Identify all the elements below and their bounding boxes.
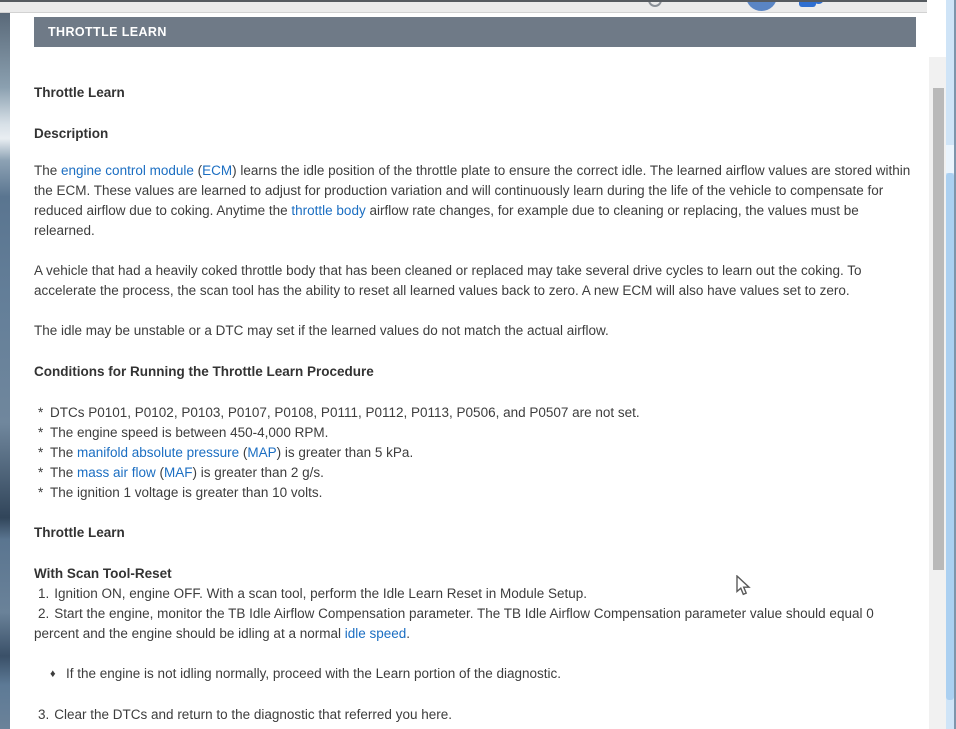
list-item xyxy=(34,423,916,443)
text-segment: The xyxy=(50,445,78,460)
bullet-marker: * xyxy=(38,465,44,480)
section-header-title: THROTTLE LEARN xyxy=(48,25,167,39)
browser-scrollbar-gap xyxy=(946,145,954,173)
list-item xyxy=(34,483,916,503)
bullet-marker: * xyxy=(38,445,44,460)
document-scrollbar-thumb[interactable] xyxy=(933,88,944,570)
procedure-heading: Throttle Learn xyxy=(34,525,125,540)
bullet-marker: * xyxy=(38,425,44,440)
text-segment: The engine speed is between 450-4,000 RPM. xyxy=(50,425,329,440)
list-item-text xyxy=(50,423,328,443)
doc-link[interactable]: throttle body xyxy=(291,203,366,218)
doc-link[interactable]: mass air flow xyxy=(77,465,156,480)
description-paragraph-1 xyxy=(34,161,916,241)
mouse-cursor xyxy=(736,575,752,597)
step-number: 1. xyxy=(38,586,50,601)
doc-link[interactable]: MAF xyxy=(164,465,193,480)
procedure-step xyxy=(34,604,916,644)
list-item-text xyxy=(50,403,640,423)
text-segment: . xyxy=(406,626,411,641)
text-segment: airflow rate changes, for example due to cleaning or replacing, the values must be relearned. xyxy=(34,203,859,238)
description-paragraph-3: The idle may be unstable or a DTC may set if the learned values do not match the actual airflow. xyxy=(34,323,609,338)
text-segment: ( xyxy=(239,445,248,460)
scan-tool-heading: With Scan Tool-Reset xyxy=(34,566,172,581)
browser-toolbar xyxy=(0,0,927,13)
text-segment: ) is greater than 2 g/s. xyxy=(192,465,324,480)
doc-title: Throttle Learn xyxy=(34,85,125,100)
bullet-marker: * xyxy=(38,405,44,420)
list-item xyxy=(34,443,916,463)
text-segment: Start the engine, monitor the TB Idle Airflow Compensation parameter. The TB Idle Airflow Compensation parameter value should equal 0 percent and the engine should be idling at a normal xyxy=(34,606,874,641)
list-item-text xyxy=(50,463,324,483)
text-segment: ( xyxy=(193,163,203,178)
doc-link[interactable]: idle speed xyxy=(344,626,407,641)
step-number: 3. xyxy=(38,707,50,722)
list-item xyxy=(34,463,916,483)
text-segment: ) learns the idle position of the throttle plate to ensure the correct idle. The learned airflow values are stored within the ECM. These values are learned to adjust for production variation and will continuously learn during the life of the vehicle to compensate for reduced airflow due to coking. Anytime the xyxy=(34,163,911,218)
conditions-heading: Conditions for Running the Throttle Learn Procedure xyxy=(34,364,374,379)
section-header xyxy=(34,17,916,47)
list-item xyxy=(34,403,916,423)
conditions-list xyxy=(34,403,916,503)
text-segment: The ignition 1 voltage is greater than 10 volts. xyxy=(50,485,323,500)
description-paragraph-2: A vehicle that had a heavily coked throttle body that has been cleaned or replaced may take several drive cycles to learn out the coking. To accelerate the process, the scan tool has the ability to reset all learned values back to zero. A new ECM will also have values set to zero. xyxy=(34,263,862,298)
text-segment: The xyxy=(34,163,62,178)
print-icon[interactable] xyxy=(799,0,827,13)
text-segment: Ignition ON, engine OFF. With a scan tool, perform the Idle Learn Reset in Module Setup. xyxy=(54,586,588,601)
avatar-icon[interactable] xyxy=(746,0,777,11)
text-segment: ) is greater than 5 kPa. xyxy=(276,445,414,460)
sub-bullet-item xyxy=(34,664,916,684)
list-item-text xyxy=(50,443,413,463)
text-segment: The xyxy=(50,465,78,480)
list-item-text xyxy=(50,483,322,503)
step-text xyxy=(54,707,452,722)
background-edge-strip xyxy=(0,0,10,729)
doc-link[interactable]: manifold absolute pressure xyxy=(77,445,240,460)
step-text xyxy=(34,606,874,641)
doc-link[interactable]: engine control module xyxy=(61,163,194,178)
text-segment: DTCs P0101, P0102, P0103, P0107, P0108, P0111, P0112, P0113, P0506, and P0507 are not set. xyxy=(50,405,640,420)
step-number: 2. xyxy=(38,606,50,621)
bullet-marker: * xyxy=(38,485,44,500)
diamond-bullet-marker: ♦ xyxy=(50,668,56,680)
procedure-step xyxy=(34,584,916,604)
description-heading: Description xyxy=(34,126,109,141)
help-icon[interactable] xyxy=(648,0,662,7)
document-body xyxy=(10,83,930,725)
doc-link[interactable]: ECM xyxy=(202,163,233,178)
document-panel xyxy=(10,13,930,729)
sub-bullet-text: If the engine is not idling normally, proceed with the Learn portion of the diagnostic. xyxy=(66,666,562,681)
text-segment: ( xyxy=(155,465,165,480)
doc-link[interactable]: MAP xyxy=(247,445,277,460)
text-segment: Clear the DTCs and return to the diagnostic that referred you here. xyxy=(54,707,452,722)
browser-scrollbar-thumb[interactable] xyxy=(946,173,954,700)
procedure-step xyxy=(34,705,916,725)
step-text xyxy=(54,586,587,601)
